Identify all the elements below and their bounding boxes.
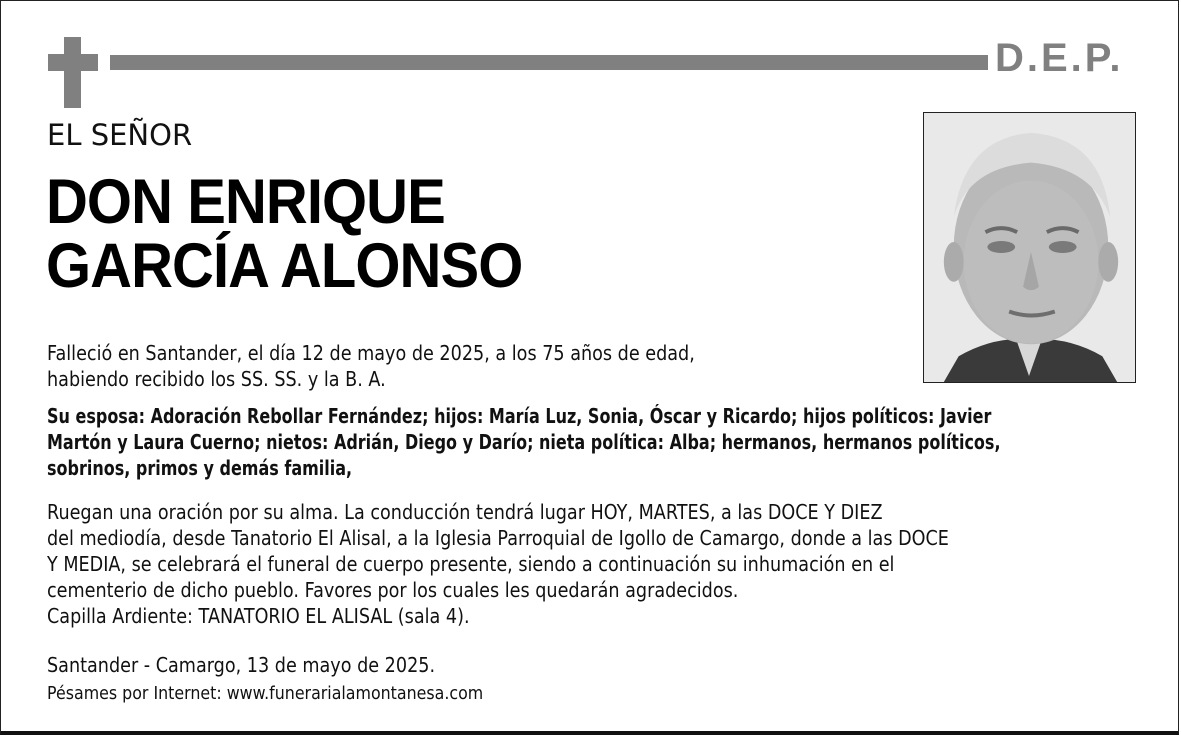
text-line: del mediodía, desde Tanatorio El Alisal, a la Iglesia Parroquial de Igollo de Camargo, donde a las DOCE — [47, 526, 949, 550]
text-line: Santander - Camargo, 13 de mayo de 2025. — [47, 653, 436, 677]
honorific: EL SEÑOR — [47, 118, 193, 152]
name-line: GARCÍA ALONSO — [46, 231, 523, 301]
text-line: Su esposa: Adoración Rebollar Fernández; hijos: María Luz, Sonia, Óscar y Ricardo; hijos políticos: Javier — [47, 404, 992, 428]
service-details — [47, 499, 949, 629]
family-list — [47, 403, 1001, 481]
dep-label: D.E.P. — [995, 36, 1124, 80]
text-line: Martón y Laura Cuerno; nietos: Adrián, Diego y Darío; nieta política: Alba; hermanos, hermanos políticos, — [47, 430, 1001, 454]
text-line: Ruegan una oración por su alma. La conducción tendrá lugar HOY, MARTES, a las DOCE Y DIEZ — [47, 500, 883, 524]
text-line: Capilla Ardiente: TANATORIO EL ALISAL (sala 4). — [47, 604, 470, 628]
header-rule — [110, 55, 988, 70]
text-line: Y MEDIA, se celebrará el funeral de cuerpo presente, siendo a continuación su inhumación en el — [47, 552, 895, 576]
name-line: DON ENRIQUE — [46, 167, 445, 237]
death-notice — [47, 340, 695, 392]
cross-icon-bar — [48, 54, 98, 71]
text-line: cementerio de dicho pueblo. Favores por los cuales les quedarán agradecidos. — [47, 578, 739, 602]
text-line: Pésames por Internet: www.funerarialamontanesa.com — [47, 683, 484, 704]
text-line: sobrinos, primos y demás familia, — [47, 456, 353, 480]
deceased-name — [46, 167, 523, 301]
cross-icon — [64, 37, 81, 108]
place-date — [47, 652, 435, 678]
condolences-line — [47, 682, 483, 706]
text-line: Falleció en Santander, el día 12 de mayo de 2025, a los 75 años de edad, — [47, 341, 695, 365]
portrait-photo-icon — [924, 113, 1135, 382]
text-line: habiendo recibido los SS. SS. y la B. A. — [47, 367, 386, 391]
portrait-photo — [923, 112, 1136, 383]
